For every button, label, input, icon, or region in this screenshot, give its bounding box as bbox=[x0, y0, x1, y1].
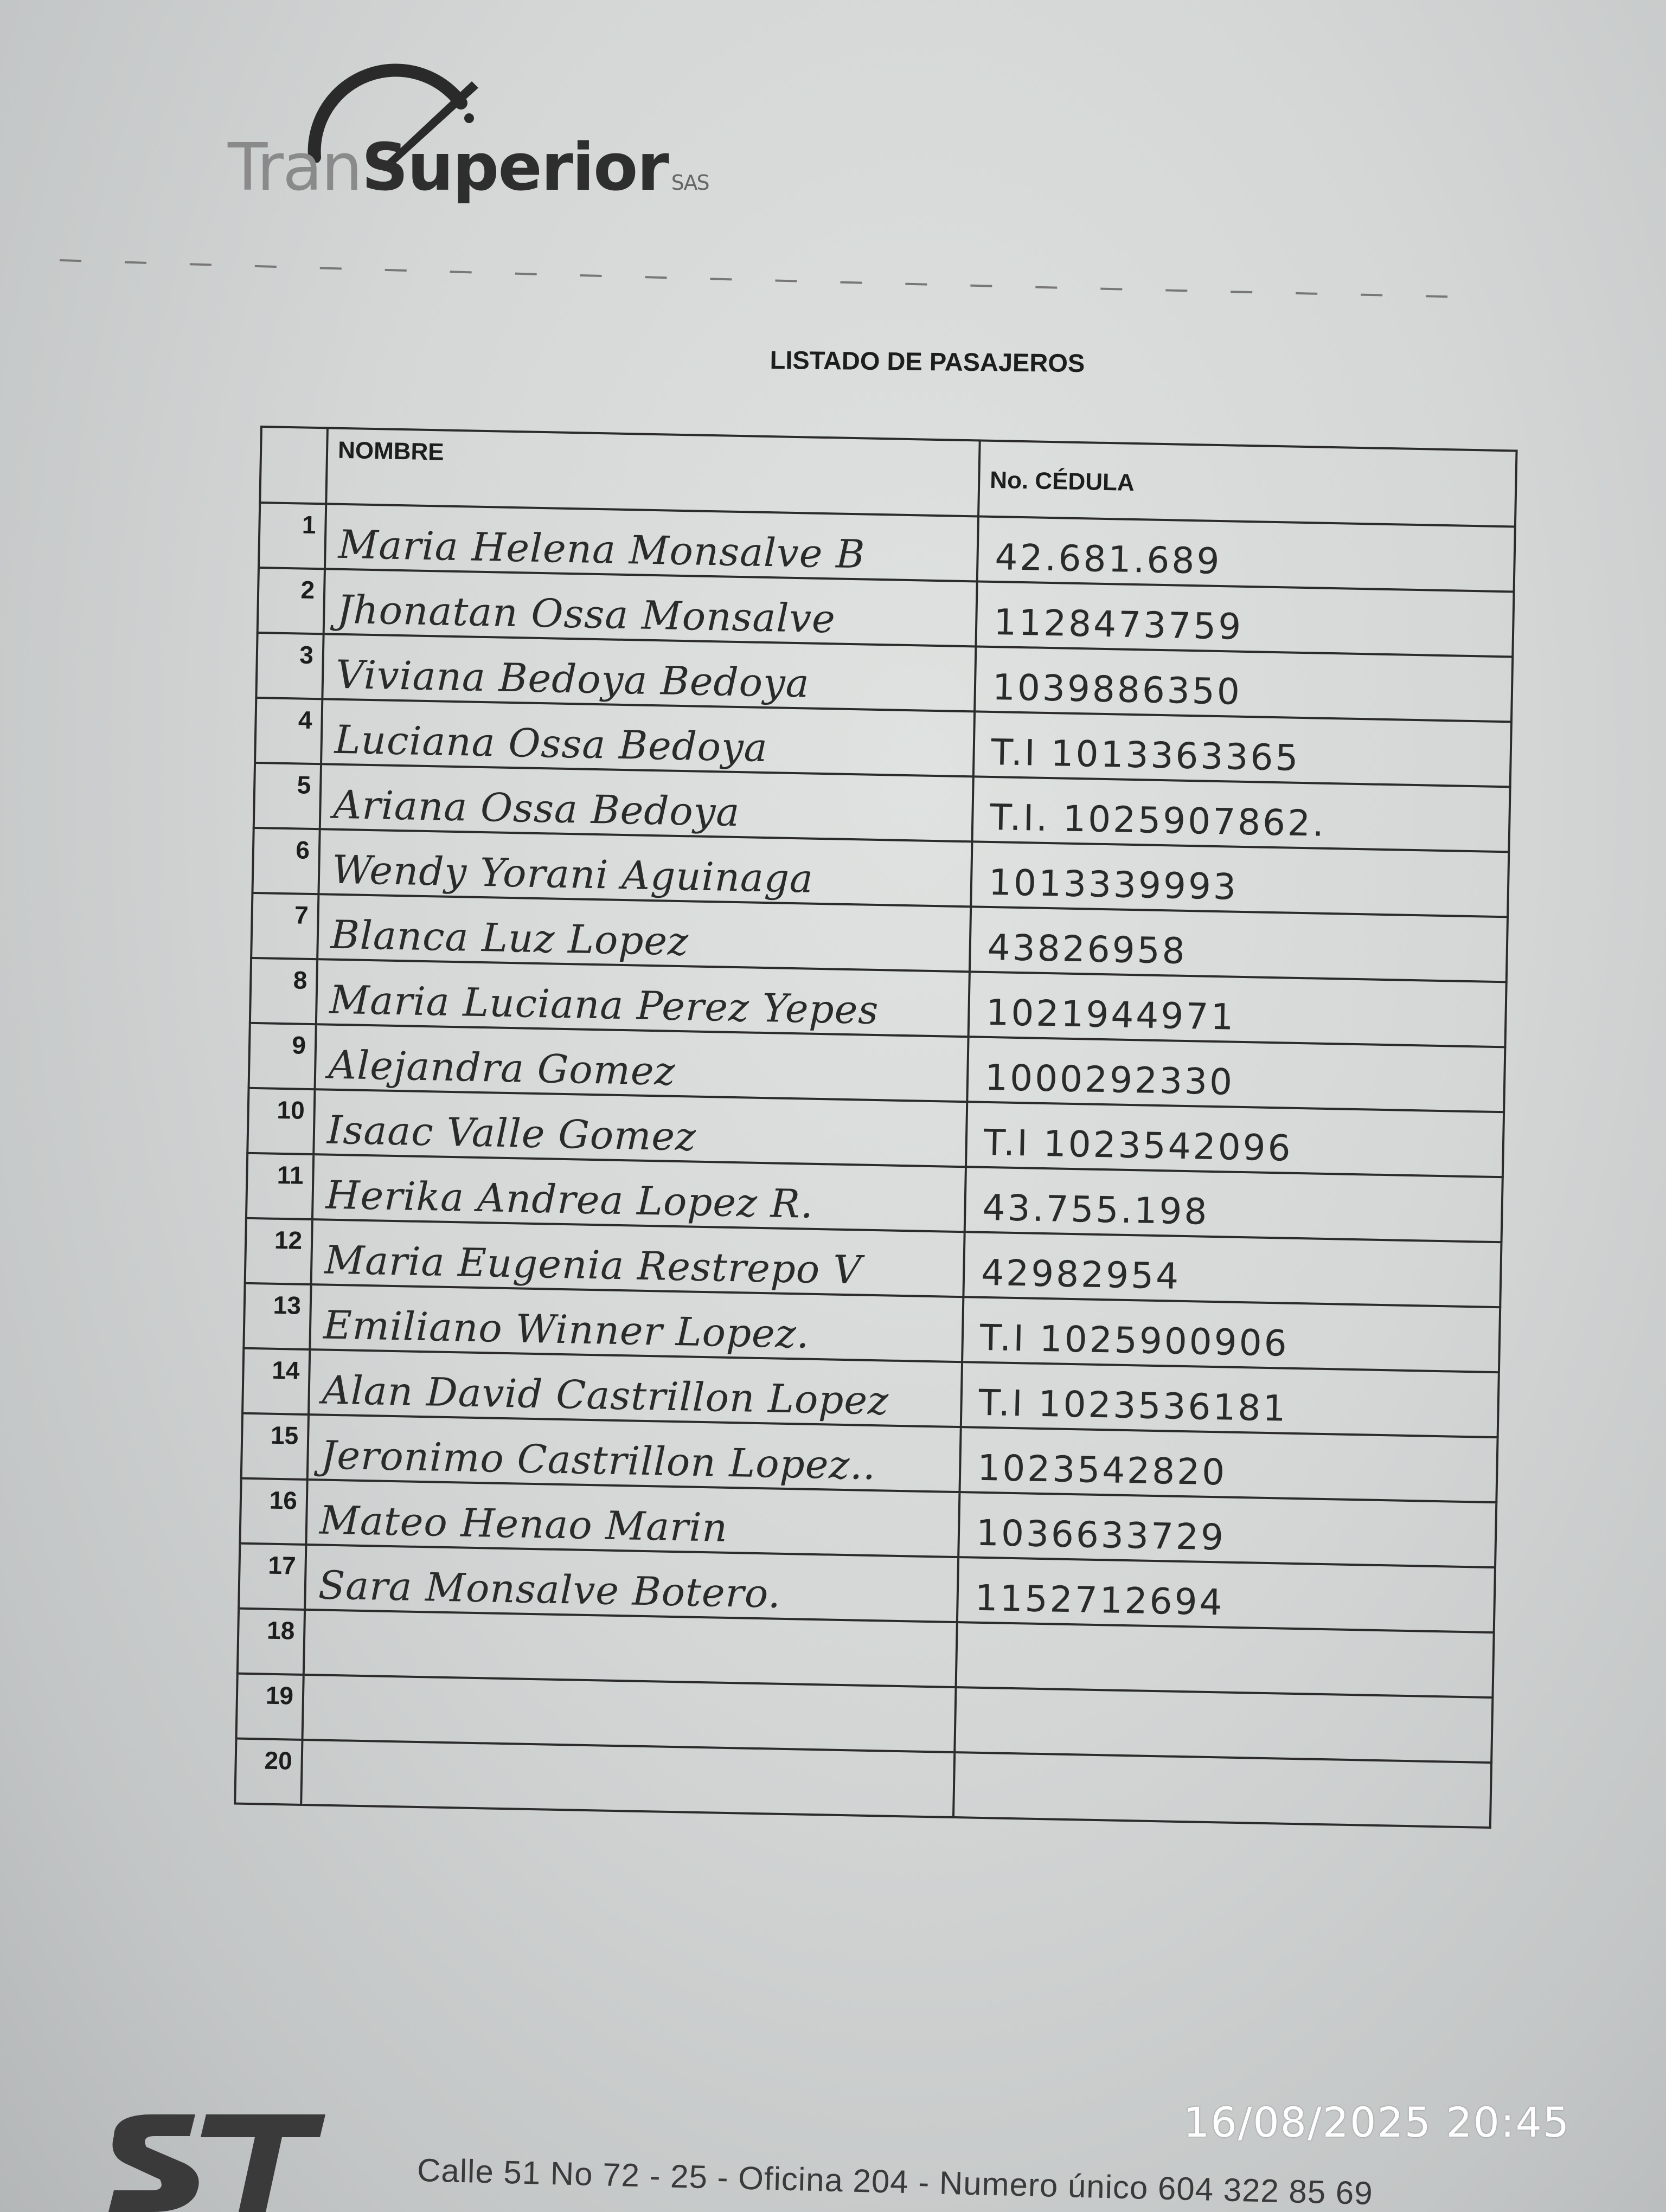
passenger-cedula: 1152712694 bbox=[957, 1557, 1495, 1632]
passenger-name: Herika Andrea Lopez R. bbox=[312, 1154, 966, 1232]
row-number: 5 bbox=[254, 763, 321, 829]
passenger-name bbox=[304, 1610, 957, 1687]
footer-st-logo bbox=[103, 2104, 331, 2212]
passenger-name: Isaac Valle Gomez bbox=[313, 1089, 967, 1167]
row-number: 14 bbox=[242, 1348, 310, 1414]
camera-timestamp: 16/08/2025 20:45 bbox=[1183, 2098, 1571, 2146]
passenger-name: Maria Eugenia Restrepo V bbox=[311, 1219, 965, 1297]
row-number: 11 bbox=[246, 1153, 313, 1219]
row-number: 8 bbox=[250, 958, 317, 1024]
passenger-name: Viviana Bedoya Bedoya bbox=[322, 634, 976, 711]
passenger-name: Jeronimo Castrillon Lopez.. bbox=[307, 1414, 961, 1492]
row-number: 15 bbox=[241, 1413, 309, 1480]
row-number: 13 bbox=[244, 1283, 311, 1349]
passenger-name: Wendy Yorani Aguinaga bbox=[318, 829, 972, 906]
passenger-name: Luciana Ossa Bedoya bbox=[321, 699, 975, 776]
column-header-number bbox=[260, 427, 328, 504]
passenger-cedula: 1000292330 bbox=[967, 1037, 1505, 1112]
passenger-cedula: T.I. 1025907862. bbox=[972, 776, 1510, 852]
passenger-name: Maria Luciana Perez Yepes bbox=[316, 959, 970, 1037]
passenger-name: Alejandra Gomez bbox=[315, 1024, 969, 1102]
passenger-cedula: 1128473759 bbox=[976, 581, 1514, 657]
row-number: 3 bbox=[256, 633, 323, 699]
passenger-table bbox=[234, 426, 1517, 1829]
row-number: 1 bbox=[259, 503, 326, 569]
passenger-table-wrapper bbox=[234, 426, 1515, 1829]
passenger-cedula: T.I 1013363365 bbox=[973, 711, 1511, 787]
row-number: 20 bbox=[235, 1739, 302, 1805]
row-number: 7 bbox=[251, 893, 318, 959]
passenger-cedula: 42982954 bbox=[963, 1232, 1501, 1307]
row-number: 2 bbox=[258, 568, 325, 634]
footer-address: Calle 51 No 72 - 25 - Oficina 204 - Numero único 604 322 85 69 bbox=[416, 2151, 1374, 2212]
passenger-cedula: 1036633729 bbox=[958, 1492, 1496, 1567]
row-number: 16 bbox=[240, 1478, 307, 1545]
logo-main: Superior bbox=[361, 130, 668, 205]
passenger-cedula: T.I 1025900906 bbox=[962, 1297, 1500, 1372]
passenger-name: Emiliano Winner Lopez. bbox=[310, 1284, 963, 1362]
column-header-name: NOMBRE bbox=[326, 428, 979, 516]
passenger-name: Jhonatan Ossa Monsalve bbox=[324, 569, 977, 646]
passenger-cedula: 1013339993 bbox=[971, 841, 1509, 917]
passenger-name: Mateo Henao Marin bbox=[306, 1480, 959, 1557]
row-number: 12 bbox=[245, 1218, 312, 1284]
row-number: 4 bbox=[255, 698, 322, 764]
passenger-cedula bbox=[954, 1687, 1492, 1763]
passenger-name bbox=[302, 1675, 956, 1752]
document-title: LISTADO DE PASAJEROS bbox=[770, 345, 1085, 378]
passenger-cedula: T.I 1023542096 bbox=[966, 1102, 1504, 1177]
passenger-name: Alan David Castrillon Lopez bbox=[309, 1349, 962, 1427]
logo-suffix: SAS bbox=[671, 171, 709, 195]
passenger-cedula: 1021944971 bbox=[969, 972, 1507, 1047]
row-number: 10 bbox=[247, 1088, 315, 1154]
column-header-cedula: No. CÉDULA bbox=[978, 440, 1517, 526]
logo-wordmark bbox=[228, 130, 709, 205]
passenger-cedula bbox=[953, 1752, 1491, 1828]
passenger-cedula bbox=[956, 1622, 1494, 1697]
row-number: 17 bbox=[239, 1544, 306, 1610]
passenger-cedula: 43826958 bbox=[970, 906, 1508, 982]
row-number: 18 bbox=[238, 1609, 305, 1675]
passenger-name: Sara Monsalve Botero. bbox=[305, 1545, 958, 1622]
header-dashed-divider bbox=[60, 249, 1470, 304]
company-logo bbox=[228, 54, 709, 233]
passenger-cedula: 43.755.198 bbox=[965, 1167, 1503, 1242]
passenger-name: Blanca Luz Lopez bbox=[317, 894, 971, 972]
passenger-name: Ariana Ossa Bedoya bbox=[320, 764, 973, 841]
row-number: 19 bbox=[236, 1674, 304, 1740]
passenger-name bbox=[301, 1740, 954, 1817]
passenger-cedula: 1023542820 bbox=[959, 1427, 1497, 1502]
passenger-table-body bbox=[235, 503, 1515, 1828]
passenger-cedula: T.I 1023536181 bbox=[961, 1362, 1499, 1437]
logo-prefix: Tran bbox=[228, 130, 362, 205]
passenger-name: Maria Helena Monsalve B bbox=[325, 504, 978, 581]
row-number: 9 bbox=[249, 1023, 316, 1089]
row-number: 6 bbox=[252, 828, 319, 894]
passenger-cedula: 1039886350 bbox=[975, 646, 1513, 722]
passenger-cedula: 42.681.689 bbox=[977, 516, 1515, 591]
